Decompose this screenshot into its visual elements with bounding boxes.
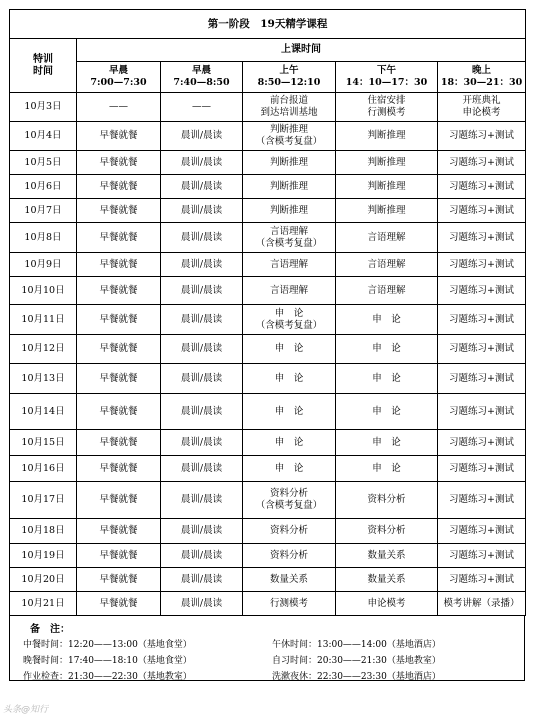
schedule-cell: 习题练习+测试 [438, 175, 526, 199]
schedule-cell: 习题练习+测试 [438, 199, 526, 223]
schedule-cell: 模考讲解（录播） [438, 592, 526, 616]
schedule-cell: 习题练习+测试 [438, 151, 526, 175]
table-row [10, 430, 526, 456]
schedule-cell: 早餐就餐 [77, 223, 161, 253]
table-row [10, 175, 526, 199]
date-cell: 10月14日 [10, 394, 77, 430]
schedule-cell: 晨训/晨读 [161, 277, 243, 305]
schedule-cell: 早餐就餐 [77, 364, 161, 394]
date-cell: 10月10日 [10, 277, 77, 305]
schedule-cell: 习题练习+测试 [438, 430, 526, 456]
schedule-cell: 申论模考 [336, 592, 438, 616]
table-row [10, 305, 526, 335]
schedule-cell: 晨训/晨读 [161, 430, 243, 456]
schedule-cell: 判断推理 [336, 199, 438, 223]
date-cell: 10月16日 [10, 456, 77, 482]
schedule-cell: 言语理解 （含模考复盘） [243, 223, 336, 253]
schedule-cell: 申 论 [243, 430, 336, 456]
schedule-cell: 早餐就餐 [77, 122, 161, 151]
schedule-cell: 早餐就餐 [77, 482, 161, 519]
schedule-cell: 早餐就餐 [77, 456, 161, 482]
schedule-cell: 习题练习+测试 [438, 335, 526, 364]
table-row [10, 199, 526, 223]
schedule-cell: 习题练习+测试 [438, 223, 526, 253]
schedule-cell: 晨训/晨读 [161, 223, 243, 253]
date-cell: 10月20日 [10, 568, 77, 592]
date-cell: 10月15日 [10, 430, 77, 456]
schedule-cell: 早餐就餐 [77, 305, 161, 335]
schedule-cell: 早餐就餐 [77, 394, 161, 430]
schedule-cell: 晨训/晨读 [161, 519, 243, 544]
table-row [10, 253, 526, 277]
schedule-cell: 申 论 [336, 364, 438, 394]
schedule-cell: 早餐就餐 [77, 430, 161, 456]
schedule-cell: 申 论 [243, 456, 336, 482]
date-cell: 10月6日 [10, 175, 77, 199]
schedule-cell: 晨训/晨读 [161, 253, 243, 277]
notes-title: 备 注： [30, 624, 70, 635]
schedule-cell: 早餐就餐 [77, 592, 161, 616]
schedule-cell: 资料分析 [336, 519, 438, 544]
note-item: 洗漱夜休：22:30——23:30（基地酒店） [272, 672, 441, 682]
schedule-cell: 判断推理 [336, 175, 438, 199]
note-item: 自习时间：20:30——21:30（基地教室） [272, 656, 441, 666]
schedule-cell: 晨训/晨读 [161, 456, 243, 482]
schedule-cell: 晨训/晨读 [161, 335, 243, 364]
schedule-cell: 资料分析 [243, 519, 336, 544]
schedule-cell: 习题练习+测试 [438, 519, 526, 544]
class-time-header: 上课时间 [77, 39, 526, 62]
schedule-cell: 早餐就餐 [77, 199, 161, 223]
schedule-cell: 申 论 [243, 335, 336, 364]
schedule-cell: 数量关系 [336, 568, 438, 592]
schedule-cell: 晨训/晨读 [161, 482, 243, 519]
schedule-cell: 申 论 [243, 364, 336, 394]
schedule-cell: 晨训/晨读 [161, 151, 243, 175]
table-row [10, 122, 526, 151]
schedule-cell: 言语理解 [336, 253, 438, 277]
schedule-table [9, 9, 526, 616]
schedule-cell: 申 论 （含模考复盘） [243, 305, 336, 335]
table-row [10, 568, 526, 592]
column-header: 早晨 7:00—7:30 [77, 62, 161, 93]
date-cell: 10月12日 [10, 335, 77, 364]
schedule-cell: 早餐就餐 [77, 568, 161, 592]
schedule-cell: 资料分析 [243, 544, 336, 568]
schedule-cell: 晨训/晨读 [161, 305, 243, 335]
date-cell: 10月3日 [10, 93, 77, 122]
table-row [10, 519, 526, 544]
note-item: 中餐时间：12:20——13:00（基地食堂） [23, 640, 192, 650]
table-row [10, 364, 526, 394]
date-cell: 10月18日 [10, 519, 77, 544]
schedule-cell: 晨训/晨读 [161, 568, 243, 592]
schedule-cell: 行测模考 [243, 592, 336, 616]
table-row [10, 223, 526, 253]
schedule-cell: 数量关系 [243, 568, 336, 592]
schedule-cell: 习题练习+测试 [438, 544, 526, 568]
schedule-cell: 早餐就餐 [77, 253, 161, 277]
schedule-cell: 晨训/晨读 [161, 199, 243, 223]
schedule-cell: 习题练习+测试 [438, 122, 526, 151]
date-cell: 10月21日 [10, 592, 77, 616]
table-row [10, 277, 526, 305]
schedule-cell: 习题练习+测试 [438, 253, 526, 277]
column-header: 下午 14：10—17：30 [336, 62, 438, 93]
schedule-cell: 习题练习+测试 [438, 305, 526, 335]
schedule-cell: 前台报道 到达培训基地 [243, 93, 336, 122]
schedule-cell: 判断推理 [243, 151, 336, 175]
date-cell: 10月5日 [10, 151, 77, 175]
date-cell: 10月11日 [10, 305, 77, 335]
notes-section [9, 616, 525, 681]
schedule-cell: 早餐就餐 [77, 335, 161, 364]
schedule-cell: 晨训/晨读 [161, 394, 243, 430]
schedule-cell: 资料分析 （含模考复盘） [243, 482, 336, 519]
schedule-cell: 晨训/晨读 [161, 592, 243, 616]
note-item: 晚餐时间：17:40——18:10（基地食堂） [23, 656, 192, 666]
date-cell: 10月4日 [10, 122, 77, 151]
schedule-cell: 判断推理 [243, 175, 336, 199]
schedule-cell: 言语理解 [243, 253, 336, 277]
table-row [10, 335, 526, 364]
schedule-cell: 判断推理 （含模考复盘） [243, 122, 336, 151]
date-cell: 10月8日 [10, 223, 77, 253]
schedule-cell: 判断推理 [336, 122, 438, 151]
table-row [10, 151, 526, 175]
train-time-label: 特训 时间 [10, 39, 77, 93]
table-row [10, 394, 526, 430]
schedule-cell: 开班典礼 申论模考 [438, 93, 526, 122]
table-row [10, 592, 526, 616]
schedule-cell: 判断推理 [243, 199, 336, 223]
schedule-cell: 习题练习+测试 [438, 277, 526, 305]
schedule-cell: 习题练习+测试 [438, 364, 526, 394]
column-header: 上午 8:50—12:10 [243, 62, 336, 93]
watermark: 头条@知行 [3, 705, 49, 715]
schedule-cell: 资料分析 [336, 482, 438, 519]
schedule-cell: 申 论 [336, 394, 438, 430]
schedule-cell: 数量关系 [336, 544, 438, 568]
schedule-sheet [9, 9, 525, 681]
schedule-cell: 习题练习+测试 [438, 482, 526, 519]
schedule-cell: 言语理解 [243, 277, 336, 305]
table-row [10, 482, 526, 519]
schedule-cell: 住宿安排 行测模考 [336, 93, 438, 122]
date-cell: 10月9日 [10, 253, 77, 277]
schedule-cell: 申 论 [243, 394, 336, 430]
note-item: 作业检查：21:30——22:30（基地教室） [23, 672, 192, 682]
date-cell: 10月17日 [10, 482, 77, 519]
schedule-cell: 晨训/晨读 [161, 364, 243, 394]
schedule-cell: 早餐就餐 [77, 544, 161, 568]
schedule-cell: 习题练习+测试 [438, 568, 526, 592]
schedule-cell: —— [77, 93, 161, 122]
schedule-cell: 晨训/晨读 [161, 122, 243, 151]
schedule-cell: 早餐就餐 [77, 277, 161, 305]
schedule-cell: 言语理解 [336, 277, 438, 305]
schedule-cell: 早餐就餐 [77, 519, 161, 544]
table-row [10, 93, 526, 122]
table-row [10, 544, 526, 568]
note-item: 午休时间：13:00——14:00（基地酒店） [272, 640, 441, 650]
schedule-cell: 习题练习+测试 [438, 394, 526, 430]
table-row [10, 456, 526, 482]
schedule-cell: 判断推理 [336, 151, 438, 175]
schedule-cell: 申 论 [336, 305, 438, 335]
schedule-cell: 习题练习+测试 [438, 456, 526, 482]
schedule-cell: 早餐就餐 [77, 151, 161, 175]
schedule-cell: 早餐就餐 [77, 175, 161, 199]
schedule-cell: 言语理解 [336, 223, 438, 253]
date-cell: 10月13日 [10, 364, 77, 394]
schedule-cell: —— [161, 93, 243, 122]
date-cell: 10月7日 [10, 199, 77, 223]
schedule-cell: 晨训/晨读 [161, 544, 243, 568]
column-header: 早晨 7:40—8:50 [161, 62, 243, 93]
schedule-cell: 申 论 [336, 335, 438, 364]
schedule-cell: 申 论 [336, 430, 438, 456]
date-cell: 10月19日 [10, 544, 77, 568]
schedule-title: 第一阶段 19天精学课程 [10, 10, 526, 39]
schedule-cell: 申 论 [336, 456, 438, 482]
column-header: 晚上 18：30—21：30 [438, 62, 526, 93]
schedule-cell: 晨训/晨读 [161, 175, 243, 199]
